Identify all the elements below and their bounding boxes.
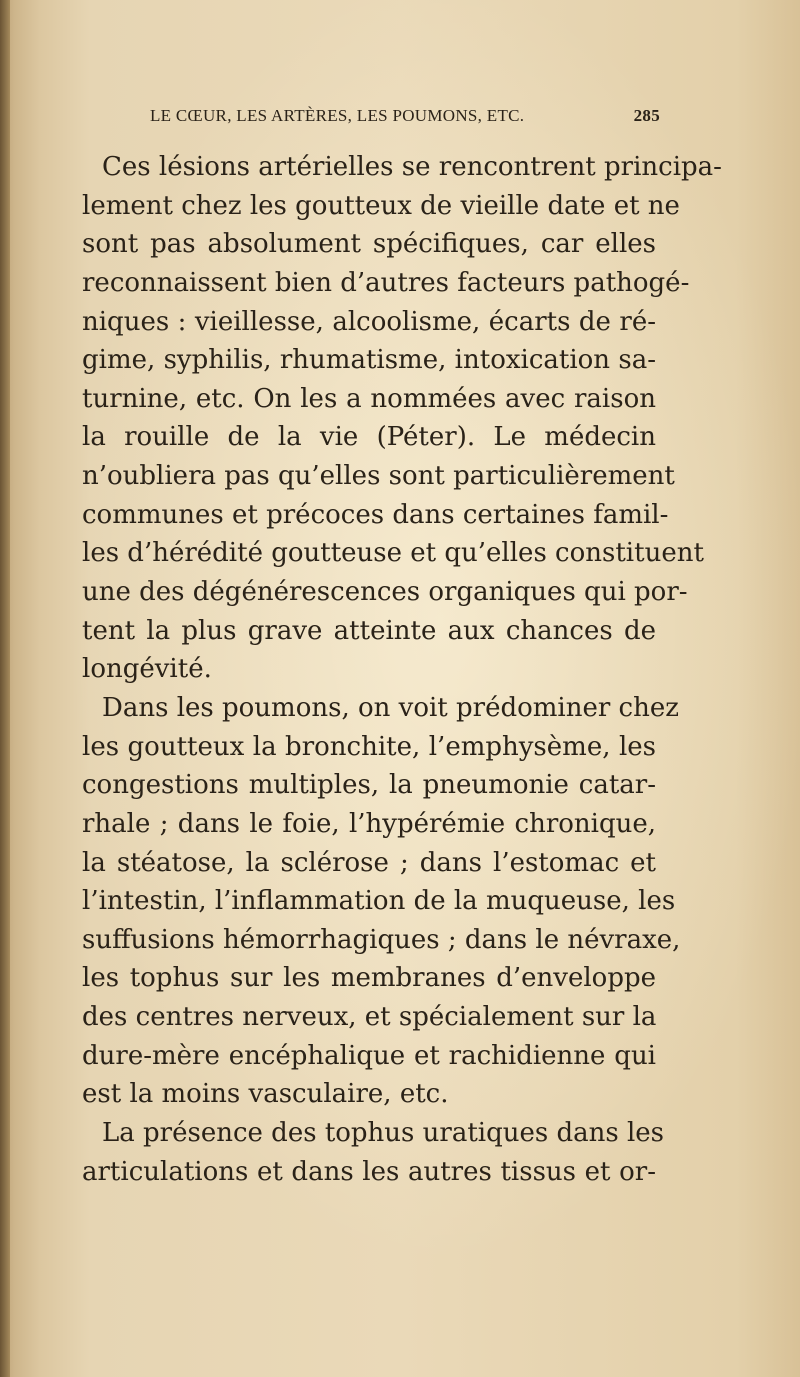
page-gutter-shadow xyxy=(0,0,10,1377)
text-line: communes et précoces dans certaines famil- xyxy=(82,499,669,530)
text-line: suffusions hémorrhagiques ; dans le névraxe, xyxy=(82,924,681,955)
running-header xyxy=(150,106,660,132)
text-line: une des dégénérescences organiques qui por- xyxy=(82,577,688,608)
text-line: Ces lésions artérielles se rencontrent principa- xyxy=(102,152,722,182)
running-title: LE CŒUR, LES ARTÈRES, LES POUMONS, ETC. xyxy=(150,106,525,125)
text-line: la rouille de la vie (Péter). Le médecin xyxy=(82,422,656,453)
text-line: congestions multiples, la pneumonie catar- xyxy=(82,770,656,801)
text-line: gime, syphilis, rhumatisme, intoxication sa- xyxy=(82,345,656,376)
text-line: rhale ; dans le foie, l’hypérémie chronique, xyxy=(82,808,656,839)
text-line: l’intestin, l’inflammation de la muqueuse, les xyxy=(82,886,676,917)
text-line: La présence des tophus uratiques dans les xyxy=(102,1118,665,1149)
page-number: 285 xyxy=(633,106,660,125)
text-line: sont pas absolument spécifiques, car elles xyxy=(82,229,656,260)
text-line: les d’hérédité goutteuse et qu’elles constituent xyxy=(82,538,704,569)
text-line: des centres nerveux, et spécialement sur la xyxy=(82,1002,657,1033)
text-line: reconnaissent bien d’autres facteurs pathogé- xyxy=(82,267,690,298)
text-line: dure-mère encéphalique et rachidienne qui xyxy=(82,1040,656,1071)
body-text xyxy=(82,148,722,1191)
text-line: longévité. xyxy=(82,654,212,685)
text-line: Dans les poumons, on voit prédominer chez xyxy=(102,692,679,723)
text-line: n’oubliera pas qu’elles sont particulièrement xyxy=(82,461,675,492)
text-line: est la moins vasculaire, etc. xyxy=(82,1079,449,1110)
text-line: niques : vieillesse, alcoolisme, écarts de ré- xyxy=(82,306,656,337)
text-line: tent la plus grave atteinte aux chances de xyxy=(82,615,656,646)
text-line: les tophus sur les membranes d’enveloppe xyxy=(82,963,656,994)
text-line: lement chez les goutteux de vieille date et ne xyxy=(82,190,680,221)
text-line: les goutteux la bronchite, l’emphysème, les xyxy=(82,731,656,762)
text-line: turnine, etc. On les a nommées avec raison xyxy=(82,383,656,414)
text-line: articulations et dans les autres tissus et or- xyxy=(82,1156,656,1187)
text-line: la stéatose, la sclérose ; dans l’estomac et xyxy=(82,847,656,878)
